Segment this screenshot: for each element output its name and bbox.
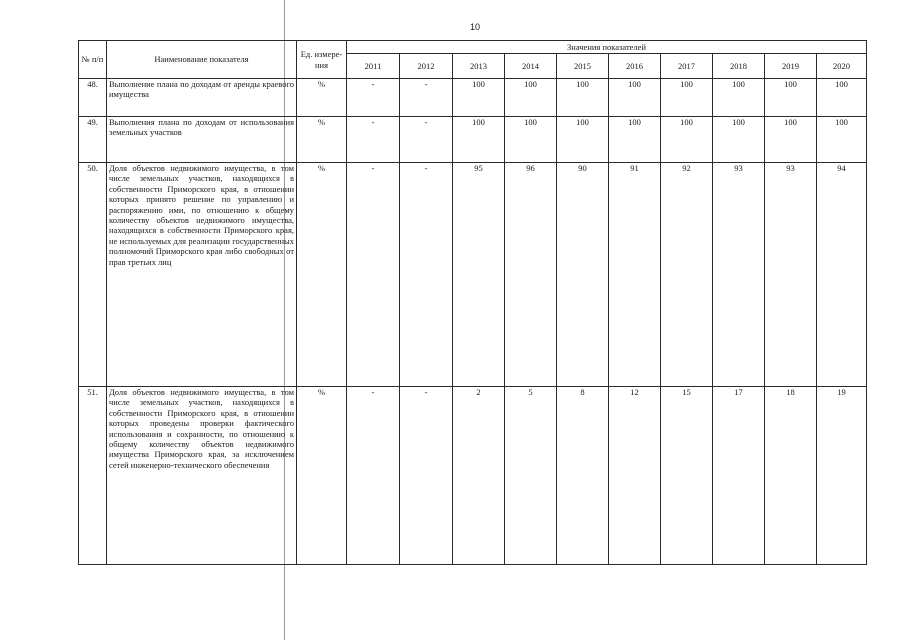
unit-cell: % — [297, 163, 347, 387]
header-year: 2019 — [765, 54, 817, 79]
row-number: 48. — [79, 79, 107, 117]
value-cell: 93 — [765, 163, 817, 387]
value-cell: 100 — [505, 79, 557, 117]
header-year: 2018 — [713, 54, 765, 79]
table-row — [79, 117, 867, 163]
value-cell: 17 — [713, 387, 765, 565]
value-cell: 100 — [817, 79, 867, 117]
value-cell: 95 — [453, 163, 505, 387]
value-cell: 100 — [765, 79, 817, 117]
indicator-name: Выполнение плана по доходам от аренды краевого имущества — [107, 79, 297, 117]
value-cell: 100 — [817, 117, 867, 163]
value-cell: 100 — [505, 117, 557, 163]
value-cell: 18 — [765, 387, 817, 565]
header-year: 2016 — [609, 54, 661, 79]
value-cell: 100 — [661, 79, 713, 117]
value-cell: - — [347, 117, 400, 163]
value-cell: 100 — [453, 79, 505, 117]
header-values-group: Значения показателей — [347, 41, 867, 54]
value-cell: 15 — [661, 387, 713, 565]
value-cell: 2 — [453, 387, 505, 565]
header-number: № п/п — [79, 41, 107, 79]
value-cell: 91 — [609, 163, 661, 387]
value-cell: 100 — [713, 117, 765, 163]
value-cell: - — [400, 387, 453, 565]
value-cell: 92 — [661, 163, 713, 387]
value-cell: 100 — [557, 117, 609, 163]
value-cell: 8 — [557, 387, 609, 565]
header-indicator-name: Наименование показателя — [107, 41, 297, 79]
header-year: 2017 — [661, 54, 713, 79]
header-year: 2015 — [557, 54, 609, 79]
value-cell: 100 — [765, 117, 817, 163]
unit-cell: % — [297, 117, 347, 163]
value-cell: 12 — [609, 387, 661, 565]
row-number: 49. — [79, 117, 107, 163]
value-cell: 100 — [609, 117, 661, 163]
value-cell: - — [347, 163, 400, 387]
value-cell: 100 — [609, 79, 661, 117]
row-number: 50. — [79, 163, 107, 387]
value-cell: 96 — [505, 163, 557, 387]
unit-cell: % — [297, 387, 347, 565]
value-cell: 100 — [661, 117, 713, 163]
header-year: 2014 — [505, 54, 557, 79]
value-cell: - — [400, 163, 453, 387]
unit-cell: % — [297, 79, 347, 117]
indicator-name: Выполнения плана по доходам от использования земельных участков — [107, 117, 297, 163]
header-year: 2020 — [817, 54, 867, 79]
table-row — [79, 79, 867, 117]
row-number: 51. — [79, 387, 107, 565]
header-year: 2013 — [453, 54, 505, 79]
header-year: 2012 — [400, 54, 453, 79]
header-year: 2011 — [347, 54, 400, 79]
table-row — [79, 387, 867, 565]
value-cell: 94 — [817, 163, 867, 387]
value-cell: 93 — [713, 163, 765, 387]
value-cell: 100 — [557, 79, 609, 117]
value-cell: - — [400, 79, 453, 117]
header-unit: Ед. измере-ния — [297, 41, 347, 79]
indicator-name: Доля объектов недвижимого имущества, в том числе земельных участков, находящихся в собственности Приморского края, в отношении которых проведены проверки фактического использования и сохранности, по отношению к общему количеству объектов недвижимого имущества Приморского края, за исключением сетей инженерно-технического обеспечения — [107, 387, 297, 565]
value-cell: 100 — [713, 79, 765, 117]
value-cell: - — [400, 117, 453, 163]
value-cell: 90 — [557, 163, 609, 387]
value-cell: - — [347, 387, 400, 565]
table-row — [79, 163, 867, 387]
page-number: 10 — [470, 22, 481, 32]
indicators-table — [78, 40, 867, 565]
value-cell: 100 — [453, 117, 505, 163]
indicator-name: Доля объектов недвижимого имущества, в том числе земельных участков, находящихся в собственности Приморского края, в отношении которых принято решение по управлению и распоряжению ими, по отношению к общему количеству объектов недвижимого имущества, находящихся в собственности Приморского края, не используемых для реализации государственных полномочий Приморского края либо свободных от прав третьих лиц — [107, 163, 297, 387]
value-cell: 19 — [817, 387, 867, 565]
value-cell: 5 — [505, 387, 557, 565]
value-cell: - — [347, 79, 400, 117]
